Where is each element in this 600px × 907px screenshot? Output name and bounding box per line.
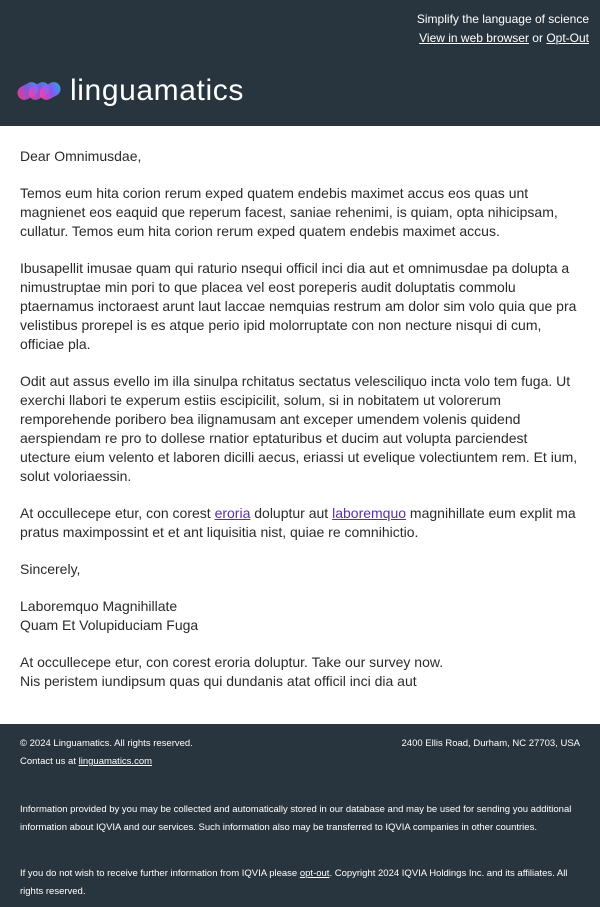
linguamatics-logo[interactable] (16, 76, 244, 106)
signature (20, 597, 580, 635)
email-footer (0, 724, 600, 907)
contact-link[interactable]: linguamatics.com (78, 756, 153, 767)
signature-title: Quam Et Volupiduciam Fuga (20, 617, 199, 633)
footer-optout (20, 865, 580, 901)
tagline: Simplify the language of science (416, 12, 589, 26)
logo-text: linguamatics (70, 74, 244, 107)
footer-address: 2400 Ellis Road, Durham, NC 27703, USA (401, 738, 580, 749)
signature-name: Laboremquo Magnihillate (20, 598, 178, 614)
opt-out-link[interactable]: Opt-Out (546, 31, 589, 45)
footer-optout-link[interactable]: opt-out (299, 868, 330, 879)
survey-line: At occullecepe etur, con corest eroria doluptur. Take our survey now. (20, 654, 444, 670)
paragraph-4-text-middle: doluptur aut (250, 505, 333, 521)
contact-prefix: Contact us at (20, 756, 79, 767)
greeting: Dear Omnimusdae, (20, 148, 142, 164)
paragraph-1: Temos eum hita corion rerum exped quatem endebis maximet accus eos quas unt magnienet eos eaquid que reperum facest, saniae rehenimi, is quiam, opta nihicipsam, cullatur. Temos eum hita corion rerum exped quatem endebis maximet accus. (20, 185, 558, 239)
footer-copyright: © 2024 Linguamatics. All rights reserved. (20, 738, 193, 749)
footer-contact (20, 753, 152, 771)
paragraph-4 (20, 504, 580, 542)
optout-suffix: . Copyright 2024 IQVIA Holdings Inc. and its affiliates. All rights reserved. (20, 868, 568, 897)
last-line: Nis peristem iundipsum quas qui dundanis atat officil inci dia aut (20, 673, 417, 689)
eroria-link[interactable]: eroria (214, 505, 251, 521)
view-in-browser-link[interactable]: View in web browser (419, 31, 529, 45)
closing: Sincerely, (20, 561, 81, 577)
survey-block (20, 653, 580, 691)
optout-prefix: If you do not wish to receive further information from IQVIA please (20, 868, 300, 879)
paragraph-4-text-before: At occullecepe etur, con corest (20, 505, 215, 521)
paragraph-4-text-after: magnihillate eum explit ma pratus maximpossint et et ant liquisitia nist, quiae re comnihictio. (20, 505, 576, 540)
header-links (419, 31, 589, 45)
or-text: or (532, 31, 543, 45)
paragraph-3: Odit aut assus evello im illa sinulpa rchitatus sectatus velesciliquo incta volo tem fuga. Ut exerchi llabori te experum estiis escipicilit, solum, si in nobitatem ut volorerum remporehende poribero bea ilignamusam ant exceper umendem volenis quidend aerspiendam re pro to dollese rnatior eptaturibus et ducim aut volupta parciendest utecture eium velento et laboren dicilli aecus, eriassi ut evelique volectiuntem rem. Et ium, solut voloriaessin. (20, 373, 578, 484)
email-body (0, 126, 600, 724)
laboremquo-link[interactable]: laboremquo (332, 505, 407, 521)
logo-mark-icon (16, 76, 64, 106)
paragraph-2: Ibusapellit imusae quam qui raturio nsequi officil inci dia aut et omnimusdae pa dolupta a nimustruptae min pori to que placea vel eost poreperis audit doluptatis commolu ptaernamus inctoraest arunt laut laccae nemquias restrum am dolor sim volo quia que pra velistibus prorepel is es atque perio ipid molorruptate con non necture nisqui di cum, officiae pla. (20, 260, 577, 352)
email-header (0, 0, 600, 126)
footer-info: Information provided by you may be collected and automatically stored in our database and may be used for sending you additional information about IQVIA and our services. Such information also may be transferred to IQVIA companies in other countries. (20, 804, 572, 833)
